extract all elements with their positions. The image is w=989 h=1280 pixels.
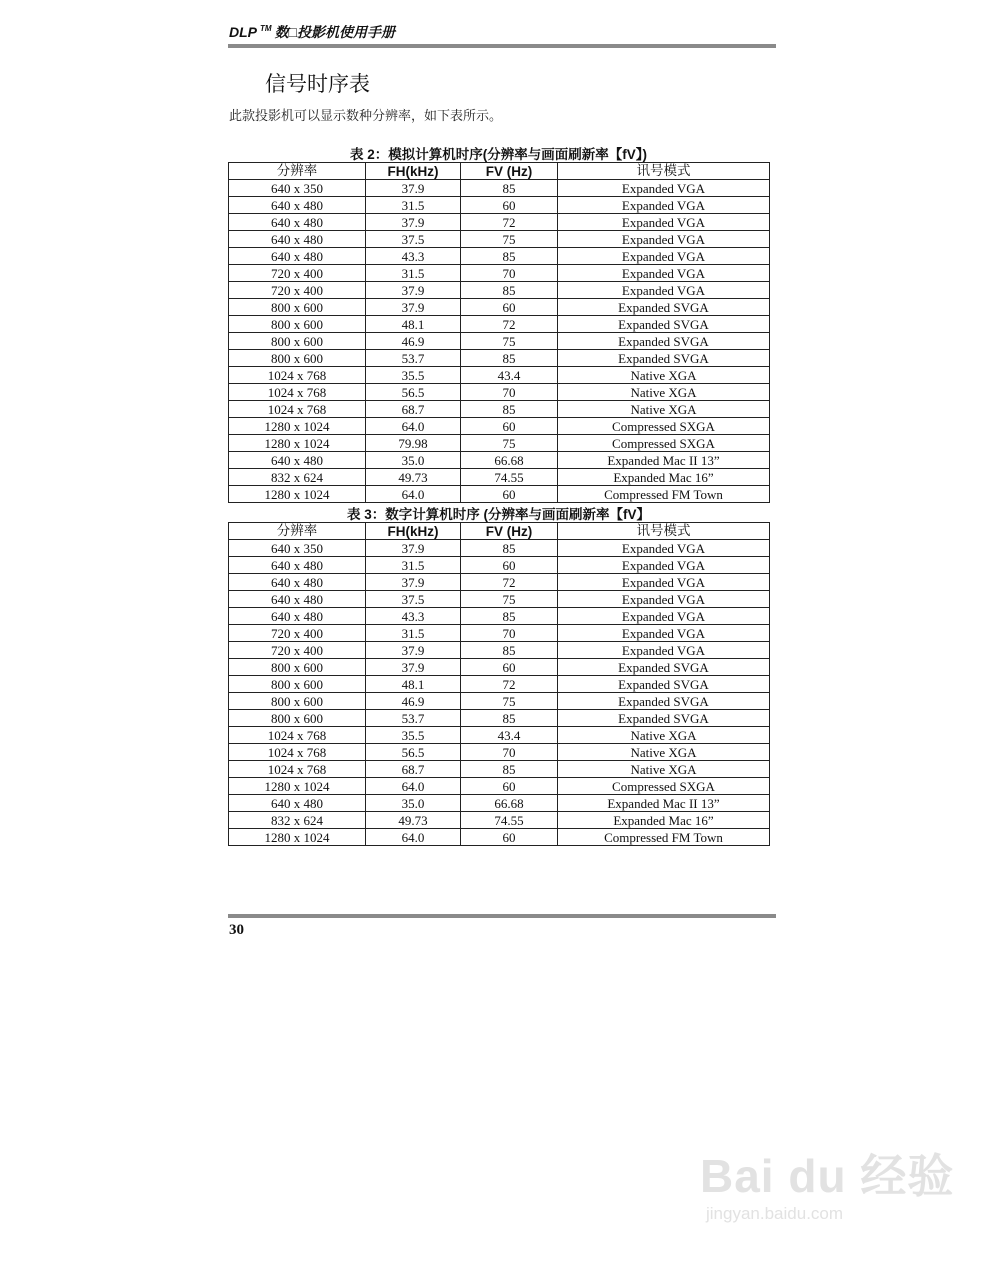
watermark-url: jingyan.baidu.com <box>706 1204 844 1223</box>
fh-cell: 35.0 <box>366 452 461 469</box>
table-row <box>229 486 770 503</box>
table-row <box>229 180 770 197</box>
signal-mode-cell: Compressed FM Town <box>558 829 770 846</box>
table-3-digital-timing <box>228 522 770 846</box>
signal-mode-cell: Expanded VGA <box>558 265 770 282</box>
fh-cell: 56.5 <box>366 744 461 761</box>
fh-cell: 35.0 <box>366 795 461 812</box>
fv-cell: 85 <box>461 282 558 299</box>
fv-cell: 85 <box>461 350 558 367</box>
fh-cell: 35.5 <box>366 727 461 744</box>
fv-cell: 60 <box>461 659 558 676</box>
table-row <box>229 452 770 469</box>
signal-mode-cell: Native XGA <box>558 744 770 761</box>
fv-cell: 75 <box>461 231 558 248</box>
table-row <box>229 693 770 710</box>
header-brand: DLP <box>229 24 257 40</box>
table-row <box>229 778 770 795</box>
fh-cell: 48.1 <box>366 316 461 333</box>
table-header-row <box>229 523 770 540</box>
signal-mode-cell: Expanded VGA <box>558 282 770 299</box>
resolution-cell: 800 x 600 <box>229 316 366 333</box>
signal-mode-cell: Expanded VGA <box>558 557 770 574</box>
resolution-cell: 1280 x 1024 <box>229 486 366 503</box>
signal-mode-cell: Expanded SVGA <box>558 710 770 727</box>
fv-cell: 60 <box>461 197 558 214</box>
resolution-cell: 832 x 624 <box>229 469 366 486</box>
fh-cell: 53.7 <box>366 350 461 367</box>
table-row <box>229 282 770 299</box>
signal-mode-cell: Expanded VGA <box>558 540 770 557</box>
fh-cell: 43.3 <box>366 608 461 625</box>
fv-cell: 72 <box>461 676 558 693</box>
fv-cell: 70 <box>461 625 558 642</box>
fh-cell: 46.9 <box>366 693 461 710</box>
signal-mode-cell: Expanded VGA <box>558 197 770 214</box>
fh-cell: 48.1 <box>366 676 461 693</box>
fv-cell: 60 <box>461 418 558 435</box>
footer-rule <box>228 914 776 918</box>
fv-cell: 74.55 <box>461 812 558 829</box>
fv-cell: 85 <box>461 248 558 265</box>
signal-mode-cell: Expanded VGA <box>558 574 770 591</box>
resolution-cell: 640 x 480 <box>229 557 366 574</box>
fh-cell: 31.5 <box>366 625 461 642</box>
table-row <box>229 761 770 778</box>
fv-cell: 60 <box>461 829 558 846</box>
signal-mode-cell: Expanded SVGA <box>558 676 770 693</box>
fh-cell: 37.5 <box>366 591 461 608</box>
resolution-cell: 800 x 600 <box>229 333 366 350</box>
section-title: 信号时序表 <box>265 72 370 96</box>
signal-mode-cell: Expanded VGA <box>558 591 770 608</box>
fv-cell: 75 <box>461 435 558 452</box>
table-row <box>229 350 770 367</box>
column-header: FH(kHz) <box>366 523 461 540</box>
fv-cell: 60 <box>461 299 558 316</box>
signal-mode-cell: Expanded VGA <box>558 608 770 625</box>
fh-cell: 64.0 <box>366 829 461 846</box>
intro-text: 此款投影机可以显示数种分辨率，如下表所示。 <box>229 109 503 124</box>
fh-cell: 37.9 <box>366 180 461 197</box>
resolution-cell: 1024 x 768 <box>229 744 366 761</box>
table-row <box>229 574 770 591</box>
table-row <box>229 608 770 625</box>
fv-cell: 70 <box>461 265 558 282</box>
fh-cell: 31.5 <box>366 557 461 574</box>
resolution-cell: 640 x 480 <box>229 452 366 469</box>
table-2-analog-timing <box>228 162 770 503</box>
fh-cell: 64.0 <box>366 486 461 503</box>
fv-cell: 85 <box>461 180 558 197</box>
running-header <box>229 22 395 42</box>
resolution-cell: 640 x 480 <box>229 591 366 608</box>
table-row <box>229 231 770 248</box>
fv-cell: 85 <box>461 608 558 625</box>
resolution-cell: 1024 x 768 <box>229 727 366 744</box>
fh-cell: 68.7 <box>366 401 461 418</box>
fv-cell: 85 <box>461 642 558 659</box>
table-row <box>229 744 770 761</box>
fv-cell: 60 <box>461 486 558 503</box>
resolution-cell: 640 x 480 <box>229 795 366 812</box>
watermark-brand: Bai du 经验 <box>700 1150 955 1202</box>
column-header: 讯号模式 <box>558 523 770 540</box>
signal-mode-cell: Expanded VGA <box>558 642 770 659</box>
resolution-cell: 640 x 350 <box>229 180 366 197</box>
table-row <box>229 795 770 812</box>
fv-cell: 75 <box>461 693 558 710</box>
resolution-cell: 1280 x 1024 <box>229 418 366 435</box>
fh-cell: 37.9 <box>366 659 461 676</box>
signal-mode-cell: Expanded SVGA <box>558 299 770 316</box>
fh-cell: 37.9 <box>366 540 461 557</box>
resolution-cell: 832 x 624 <box>229 812 366 829</box>
column-header: 讯号模式 <box>558 163 770 180</box>
fv-cell: 85 <box>461 401 558 418</box>
table-row <box>229 384 770 401</box>
signal-mode-cell: Expanded Mac 16” <box>558 469 770 486</box>
table-row <box>229 214 770 231</box>
resolution-cell: 800 x 600 <box>229 299 366 316</box>
table-row <box>229 299 770 316</box>
fv-cell: 72 <box>461 574 558 591</box>
fv-cell: 70 <box>461 744 558 761</box>
resolution-cell: 720 x 400 <box>229 282 366 299</box>
table-row <box>229 333 770 350</box>
fv-cell: 72 <box>461 214 558 231</box>
table-row <box>229 812 770 829</box>
fh-cell: 31.5 <box>366 197 461 214</box>
fh-cell: 37.9 <box>366 282 461 299</box>
signal-mode-cell: Native XGA <box>558 367 770 384</box>
signal-mode-cell: Native XGA <box>558 761 770 778</box>
resolution-cell: 800 x 600 <box>229 350 366 367</box>
fh-cell: 46.9 <box>366 333 461 350</box>
trademark: TM <box>260 24 272 34</box>
signal-mode-cell: Expanded VGA <box>558 214 770 231</box>
header-title: 数□投影机使用手册 <box>274 24 396 40</box>
table-row <box>229 625 770 642</box>
fh-cell: 31.5 <box>366 265 461 282</box>
table-row <box>229 557 770 574</box>
signal-mode-cell: Expanded Mac II 13” <box>558 795 770 812</box>
fv-cell: 43.4 <box>461 367 558 384</box>
signal-mode-cell: Native XGA <box>558 727 770 744</box>
fh-cell: 64.0 <box>366 778 461 795</box>
fh-cell: 49.73 <box>366 812 461 829</box>
fh-cell: 49.73 <box>366 469 461 486</box>
resolution-cell: 720 x 400 <box>229 642 366 659</box>
page-number: 30 <box>229 922 244 938</box>
fv-cell: 66.68 <box>461 795 558 812</box>
fv-cell: 60 <box>461 557 558 574</box>
table-row <box>229 316 770 333</box>
signal-mode-cell: Compressed SXGA <box>558 418 770 435</box>
fh-cell: 35.5 <box>366 367 461 384</box>
column-header: FV (Hz) <box>461 523 558 540</box>
signal-mode-cell: Expanded SVGA <box>558 693 770 710</box>
signal-mode-cell: Native XGA <box>558 401 770 418</box>
signal-mode-cell: Expanded Mac II 13” <box>558 452 770 469</box>
table-row <box>229 829 770 846</box>
fh-cell: 37.9 <box>366 574 461 591</box>
resolution-cell: 1280 x 1024 <box>229 435 366 452</box>
resolution-cell: 640 x 480 <box>229 248 366 265</box>
resolution-cell: 640 x 350 <box>229 540 366 557</box>
table-row <box>229 591 770 608</box>
fh-cell: 37.5 <box>366 231 461 248</box>
column-header: 分辨率 <box>229 523 366 540</box>
table-row <box>229 727 770 744</box>
resolution-cell: 800 x 600 <box>229 710 366 727</box>
fh-cell: 43.3 <box>366 248 461 265</box>
fv-cell: 75 <box>461 591 558 608</box>
signal-mode-cell: Expanded Mac 16” <box>558 812 770 829</box>
fh-cell: 37.9 <box>366 299 461 316</box>
signal-mode-cell: Expanded VGA <box>558 231 770 248</box>
fh-cell: 37.9 <box>366 214 461 231</box>
fh-cell: 79.98 <box>366 435 461 452</box>
table-row <box>229 659 770 676</box>
resolution-cell: 800 x 600 <box>229 659 366 676</box>
table-header-row <box>229 163 770 180</box>
resolution-cell: 1280 x 1024 <box>229 778 366 795</box>
table-row <box>229 401 770 418</box>
resolution-cell: 640 x 480 <box>229 197 366 214</box>
fv-cell: 43.4 <box>461 727 558 744</box>
fv-cell: 70 <box>461 384 558 401</box>
table-row <box>229 248 770 265</box>
resolution-cell: 720 x 400 <box>229 265 366 282</box>
resolution-cell: 640 x 480 <box>229 214 366 231</box>
fv-cell: 85 <box>461 540 558 557</box>
column-header: 分辨率 <box>229 163 366 180</box>
fv-cell: 85 <box>461 761 558 778</box>
resolution-cell: 1280 x 1024 <box>229 829 366 846</box>
resolution-cell: 720 x 400 <box>229 625 366 642</box>
resolution-cell: 640 x 480 <box>229 608 366 625</box>
table-row <box>229 540 770 557</box>
fh-cell: 64.0 <box>366 418 461 435</box>
signal-mode-cell: Compressed SXGA <box>558 778 770 795</box>
table-row <box>229 710 770 727</box>
header-rule <box>228 44 776 48</box>
table-row <box>229 469 770 486</box>
table-row <box>229 197 770 214</box>
signal-mode-cell: Compressed FM Town <box>558 486 770 503</box>
resolution-cell: 800 x 600 <box>229 676 366 693</box>
resolution-cell: 640 x 480 <box>229 574 366 591</box>
resolution-cell: 1024 x 768 <box>229 384 366 401</box>
fv-cell: 60 <box>461 778 558 795</box>
column-header: FH(kHz) <box>366 163 461 180</box>
table-row <box>229 435 770 452</box>
fh-cell: 56.5 <box>366 384 461 401</box>
fv-cell: 75 <box>461 333 558 350</box>
fv-cell: 66.68 <box>461 452 558 469</box>
signal-mode-cell: Expanded VGA <box>558 180 770 197</box>
table-2-caption: 表 2：模拟计算机时序(分辨率与画面刷新率【fV】) <box>350 147 647 162</box>
column-header: FV (Hz) <box>461 163 558 180</box>
signal-mode-cell: Expanded SVGA <box>558 350 770 367</box>
fh-cell: 68.7 <box>366 761 461 778</box>
resolution-cell: 1024 x 768 <box>229 761 366 778</box>
table-row <box>229 676 770 693</box>
signal-mode-cell: Expanded SVGA <box>558 659 770 676</box>
table-row <box>229 265 770 282</box>
resolution-cell: 1024 x 768 <box>229 367 366 384</box>
signal-mode-cell: Compressed SXGA <box>558 435 770 452</box>
baidu-watermark-logo <box>700 1140 954 1224</box>
signal-mode-cell: Native XGA <box>558 384 770 401</box>
table-row <box>229 418 770 435</box>
signal-mode-cell: Expanded SVGA <box>558 333 770 350</box>
table-3-caption: 表 3：数字计算机时序 (分辨率与画面刷新率【fV】 <box>346 507 650 522</box>
resolution-cell: 640 x 480 <box>229 231 366 248</box>
fh-cell: 37.9 <box>366 642 461 659</box>
signal-mode-cell: Expanded SVGA <box>558 316 770 333</box>
fv-cell: 74.55 <box>461 469 558 486</box>
resolution-cell: 1024 x 768 <box>229 401 366 418</box>
fv-cell: 72 <box>461 316 558 333</box>
signal-mode-cell: Expanded VGA <box>558 248 770 265</box>
table-row <box>229 367 770 384</box>
resolution-cell: 800 x 600 <box>229 693 366 710</box>
fh-cell: 53.7 <box>366 710 461 727</box>
fv-cell: 85 <box>461 710 558 727</box>
table-row <box>229 642 770 659</box>
signal-mode-cell: Expanded VGA <box>558 625 770 642</box>
